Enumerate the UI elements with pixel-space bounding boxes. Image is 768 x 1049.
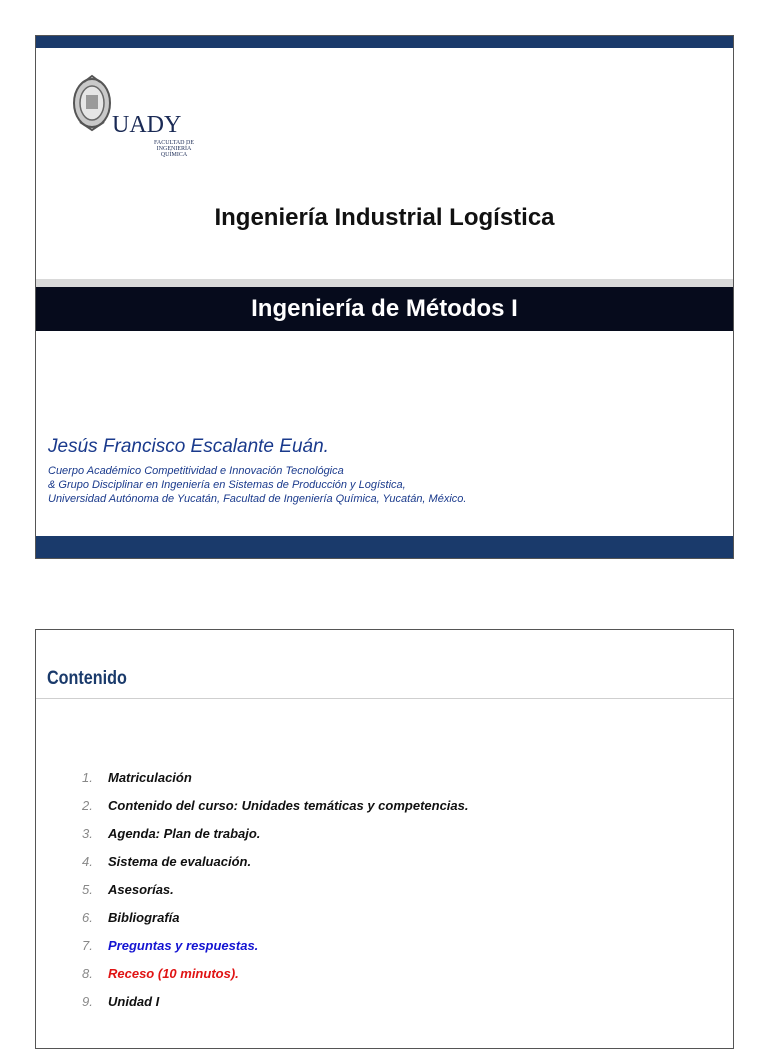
- item-number: 5.: [82, 882, 93, 897]
- bottom-bar: [36, 536, 733, 558]
- contents-slide: [35, 629, 734, 1049]
- item-number: 6.: [82, 910, 93, 925]
- list-item: [82, 937, 468, 965]
- item-number: 3.: [82, 826, 93, 841]
- heading-divider: [36, 698, 733, 699]
- top-bar: [36, 36, 733, 48]
- item-text: Matriculación: [108, 770, 192, 785]
- item-text: Preguntas y respuestas.: [108, 938, 259, 953]
- item-number: 1.: [82, 770, 93, 785]
- list-item: [82, 769, 468, 797]
- author-name: Jesús Francisco Escalante Euán.: [48, 436, 329, 457]
- item-text: Bibliografía: [108, 910, 180, 925]
- contents-list: [82, 769, 468, 1021]
- affiliation: [48, 464, 466, 506]
- list-item: [82, 965, 468, 993]
- title-slide: [35, 35, 734, 559]
- item-text: Contenido del curso: Unidades temáticas y competencias.: [108, 798, 469, 813]
- item-number: 9.: [82, 994, 93, 1009]
- item-number: 4.: [82, 854, 93, 869]
- item-text: Asesorías.: [108, 882, 174, 897]
- affiliation-line: Universidad Autónoma de Yucatán, Facultad de Ingeniería Química, Yucatán, México.: [48, 493, 467, 505]
- list-item: [82, 993, 468, 1021]
- slide-title: Ingeniería Industrial Logística: [214, 204, 555, 231]
- logo-text: UADY: [112, 112, 182, 138]
- item-text: Receso (10 minutos).: [108, 966, 239, 981]
- slide-subtitle: Ingeniería de Métodos I: [251, 295, 518, 322]
- item-text: Sistema de evaluación.: [108, 854, 252, 869]
- list-item: [82, 881, 468, 909]
- university-seal-icon: [70, 72, 114, 134]
- affiliation-line: Cuerpo Académico Competitividad e Innovación Tecnológica: [48, 465, 344, 477]
- affiliation-line: & Grupo Disciplinar en Ingeniería en Sistemas de Producción y Logística,: [48, 479, 406, 491]
- list-item: [82, 909, 468, 937]
- list-item: [82, 825, 468, 853]
- list-item: [82, 853, 468, 881]
- item-number: 8.: [82, 966, 93, 981]
- item-number: 7.: [82, 938, 93, 953]
- slide-heading: Contenido: [47, 668, 127, 689]
- logo-subtext: FACULTAD DE INGENIERÍA QUÍMICA: [153, 140, 195, 158]
- item-number: 2.: [82, 798, 93, 813]
- list-item: [82, 797, 468, 825]
- uady-logo: [70, 72, 200, 158]
- item-text: Agenda: Plan de trabajo.: [108, 826, 261, 841]
- band-shadow: [36, 279, 733, 287]
- item-text: Unidad I: [108, 994, 160, 1009]
